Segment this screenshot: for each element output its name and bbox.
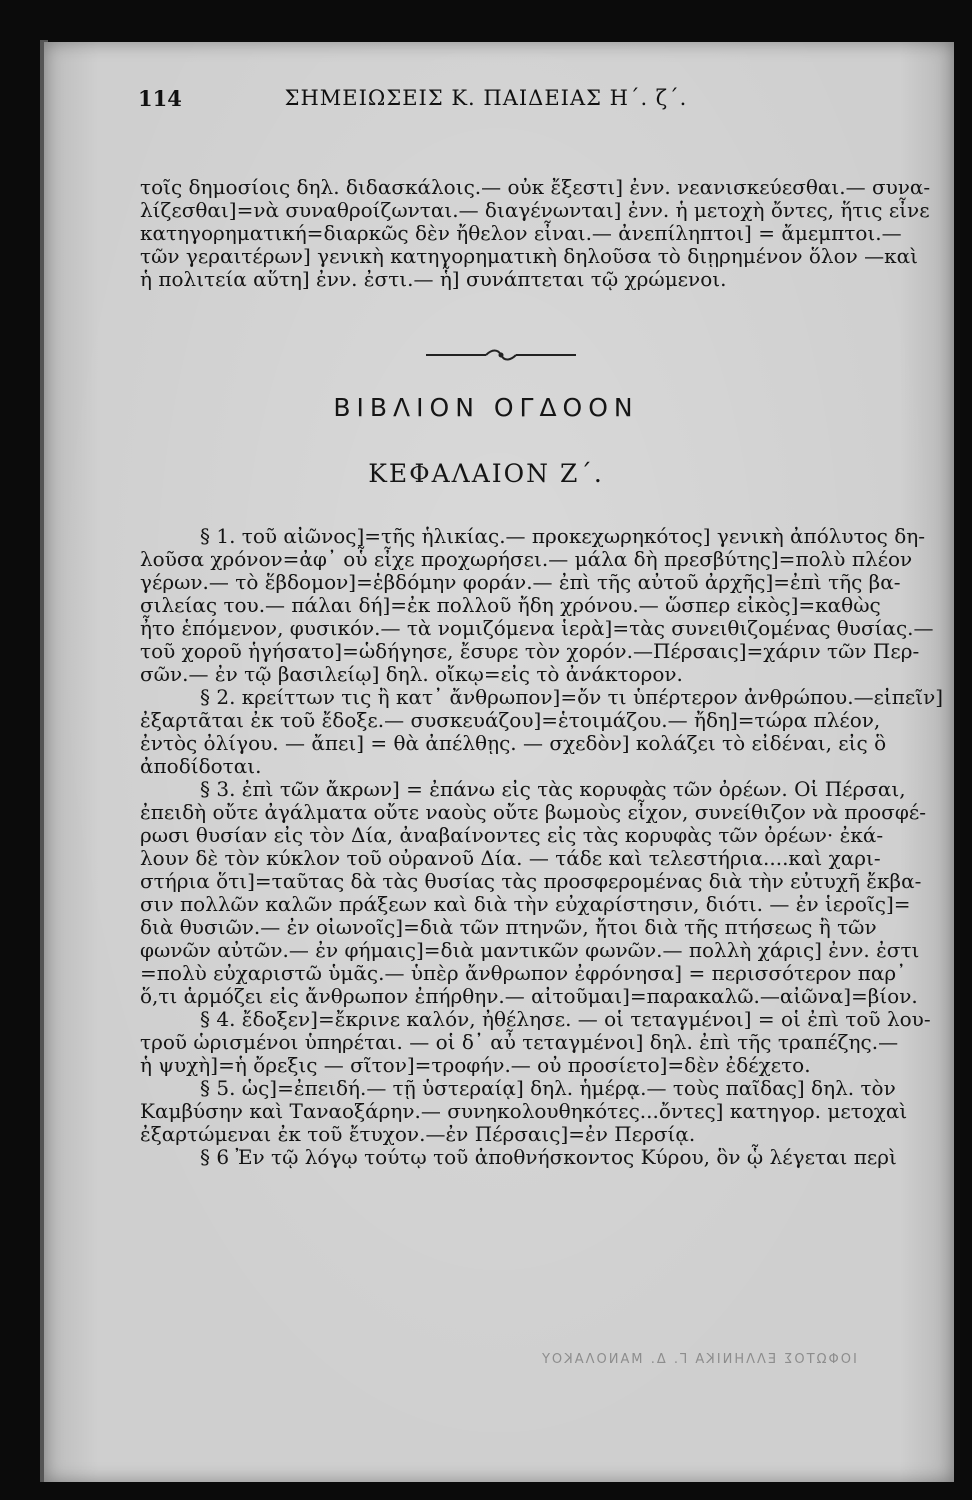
text-line: =πολὺ εὐχαριστῶ ὑμᾶς.— ὑπὲρ ἄνθρωπον ἐφρόνησα] = περισσότερον παρ᾽ bbox=[140, 961, 907, 985]
text-line: ἐντὸς ὀλίγου. — ἄπει] = θὰ ἀπέλθῃς. — σχεδὸν] κολάζει τὸ εἰδέναι, εἰς ὃ bbox=[140, 731, 887, 755]
text-line: τοῦ χοροῦ ἡγήσατο]=ὡδήγησε, ἔσυρε τὸν χορόν.—Πέρσαις]=χάριν τῶν Περ- bbox=[140, 639, 920, 663]
chapter-title: ΚΕΦΑΛΑΙΟΝ Ζ΄. bbox=[368, 459, 604, 488]
text-line: § 3. ἐπὶ τῶν ἄκρων] = ἐπάνω εἰς τὰς κορυφὰς τῶν ὀρέων. Οἱ Πέρσαι, bbox=[200, 777, 906, 801]
text-line: ἡ πολιτεία αὕτη] ἐνν. ἐστι.— ἧ] συνάπτεται τῷ χρώμενοι. bbox=[140, 267, 727, 291]
text-line: ἦτο ἑπόμενον, φυσικόν.— τὰ νομιζόμενα ἱερὰ]=τὰς συνειθιζομένας θυσίας.— bbox=[140, 616, 934, 640]
text-line: σῶν.— ἐν τῷ βασιλείῳ] δηλ. οἴκῳ=εἰς τὸ ἀνάκτορον. bbox=[140, 662, 683, 686]
text-line: ἡ ψυχὴ]=ἡ ὄρεξις — σῖτον]=τροφήν.— οὐ προσίετο]=δὲν ἐδέχετο. bbox=[140, 1053, 811, 1077]
page-header bbox=[0, 86, 972, 116]
text-line: τροῦ ὡρισμένοι ὑπηρέται. — οἱ δ᾽ αὖ τεταγμένοι] δηλ. ἐπὶ τῆς τραπέζης.— bbox=[140, 1030, 899, 1054]
text-line: § 5. ὡς]=ἐπειδή.— τῇ ὑστεραίᾳ] δηλ. ἡμέρᾳ.— τοὺς παῖδας] δηλ. τὸν bbox=[200, 1076, 896, 1100]
intro-notes bbox=[140, 175, 931, 291]
text-line: § 4. ἔδοξεν]=ἔκρινε καλόν, ἠθέλησε. — οἱ τεταγμένοι] = οἱ ἐπὶ τοῦ λου- bbox=[200, 1007, 931, 1031]
text-line: § 1. τοῦ αἰῶνος]=τῆς ἡλικίας.— προκεχωρηκότος] γενικὴ ἀπόλυτος δη- bbox=[200, 524, 926, 548]
text-line: ἐξαρτᾶται ἐκ τοῦ ἔδοξε.— συσκευάζου]=ἑτοιμάζου.— ἤδη]=τώρα πλέον, bbox=[140, 708, 881, 732]
text-line: ἐπειδὴ οὔτε ἀγάλματα οὔτε ναοὺς οὔτε βωμοὺς εἶχον, συνείθιζον νὰ προσφέ- bbox=[140, 800, 926, 824]
text-line: φωνῶν αὐτῶν.— ἐν φήμαις]=διὰ μαντικῶν φωνῶν.— πολλὴ χάρις] ἐνν. ἐστι bbox=[140, 938, 920, 962]
text-line: διὰ θυσιῶν.— ἐν οἰωνοῖς]=διὰ τῶν πτηνῶν, ἤτοι διὰ τῆς πτήσεως ἢ τῶν bbox=[140, 915, 877, 939]
text-line: § 6 Ἐν τῷ λόγῳ τούτῳ τοῦ ἀποθνήσκοντος Κύρου, ὃν ᾧ λέγεται περὶ bbox=[200, 1145, 897, 1169]
commentary-body bbox=[140, 524, 944, 1169]
text-line: σιν πολλῶν καλῶν πράξεων καὶ διὰ τὴν εὐχαρίστησιν, διότι. — ἐν ἱεροῖς]= bbox=[140, 892, 911, 916]
book-title: ΒΙΒΛΙΟΝ ΟΓΔΟΟΝ bbox=[333, 393, 639, 422]
text-line: κατηγορηματική=διαρκῶς δὲν ἤθελον εἶναι.— ἀνεπίληπτοι] = ἄμεμπτοι.— bbox=[140, 221, 902, 245]
bleed-through-imprint: ΙΟΦΩΤΟΣ ΕΛΛΗΝΙΚΑ Γ. Δ. ΜΑΝΟΛΑΚΟΥ bbox=[540, 1352, 857, 1367]
text-line: λοῦσα χρόνον=ἀφ᾽ οὗ εἶχε προχωρήσει.— μάλα δὴ πρεσβύτης]=πολὺ πλέον bbox=[140, 547, 913, 571]
text-line: τοῖς δημοσίοις δηλ. διδασκάλοις.— οὐκ ἔξεστι] ἐνν. νεανισκεύεσθαι.— συνα- bbox=[140, 175, 931, 199]
text-line: ἀποδίδοται. bbox=[140, 754, 262, 778]
text-line: Καμβύσην καὶ Ταναοξάρην.— συνηκολουθηκότες...ὄντες] κατηγορ. μετοχαὶ bbox=[140, 1099, 908, 1123]
text-line: ρωσι θυσίαν εἰς τὸν Δία, ἀναβαίνοντες εἰς τὰς κορυφὰς τῶν ὀρέων· ἐκά- bbox=[140, 823, 884, 847]
text-line: στήρια ὅτι]=ταῦτας δὰ τὰς θυσίας τὰς προσφερομένας διὰ τὴν εὐτυχῆ ἔκβα- bbox=[140, 869, 922, 893]
text-line: λουν δὲ τὸν κύκλον τοῦ οὐρανοῦ Δία. — τάδε καὶ τελεστήρια....καὶ χαρι- bbox=[140, 846, 881, 870]
ornament-divider bbox=[426, 348, 576, 362]
text-line: σιλείας του.— πάλαι δή]=ἐκ πολλοῦ ἤδη χρόνου.— ὥσπερ εἰκὸς]=καθὼς bbox=[140, 593, 881, 617]
text-line: λίζεσθαι]=νὰ συναθροίζωνται.— διαγένωνται] ἐνν. ἡ μετοχὴ ὄντες, ἥτις εἶνε bbox=[140, 198, 930, 222]
text-line: τῶν γεραιτέρων] γενικὴ κατηγορηματικὴ δηλοῦσα τὸ διῃρημένον ὅλον —καὶ bbox=[140, 244, 918, 268]
text-line: § 2. κρείττων τις ἢ κατ᾽ ἄνθρωπον]=ὄν τι ὑπέρτερον ἀνθρώπου.—εἰπεῖν] bbox=[200, 685, 944, 709]
text-line: ἐξαρτώμεναι ἐκ τοῦ ἔτυχον.—ἐν Πέρσαις]=ἐν Περσίᾳ. bbox=[140, 1122, 696, 1146]
running-head: ΣΗΜΕΙΩΣΕΙΣ Κ. ΠΑΙΔΕΙΑΣ Η΄. ζ΄. bbox=[284, 86, 688, 110]
text-line: ὅ,τι ἁρμόζει εἰς ἄνθρωπον ἐπήρθην.— αἰτοῦμαι]=παρακαλῶ.—αἰῶνα]=βίον. bbox=[140, 984, 918, 1008]
page-number: 114 bbox=[138, 86, 182, 111]
text-line: γέρων.— τὸ ἕβδομον]=ἑβδόμην φοράν.— ἐπὶ τῆς αὐτοῦ ἀρχῆς]=ἐπὶ τῆς βα- bbox=[140, 570, 901, 594]
